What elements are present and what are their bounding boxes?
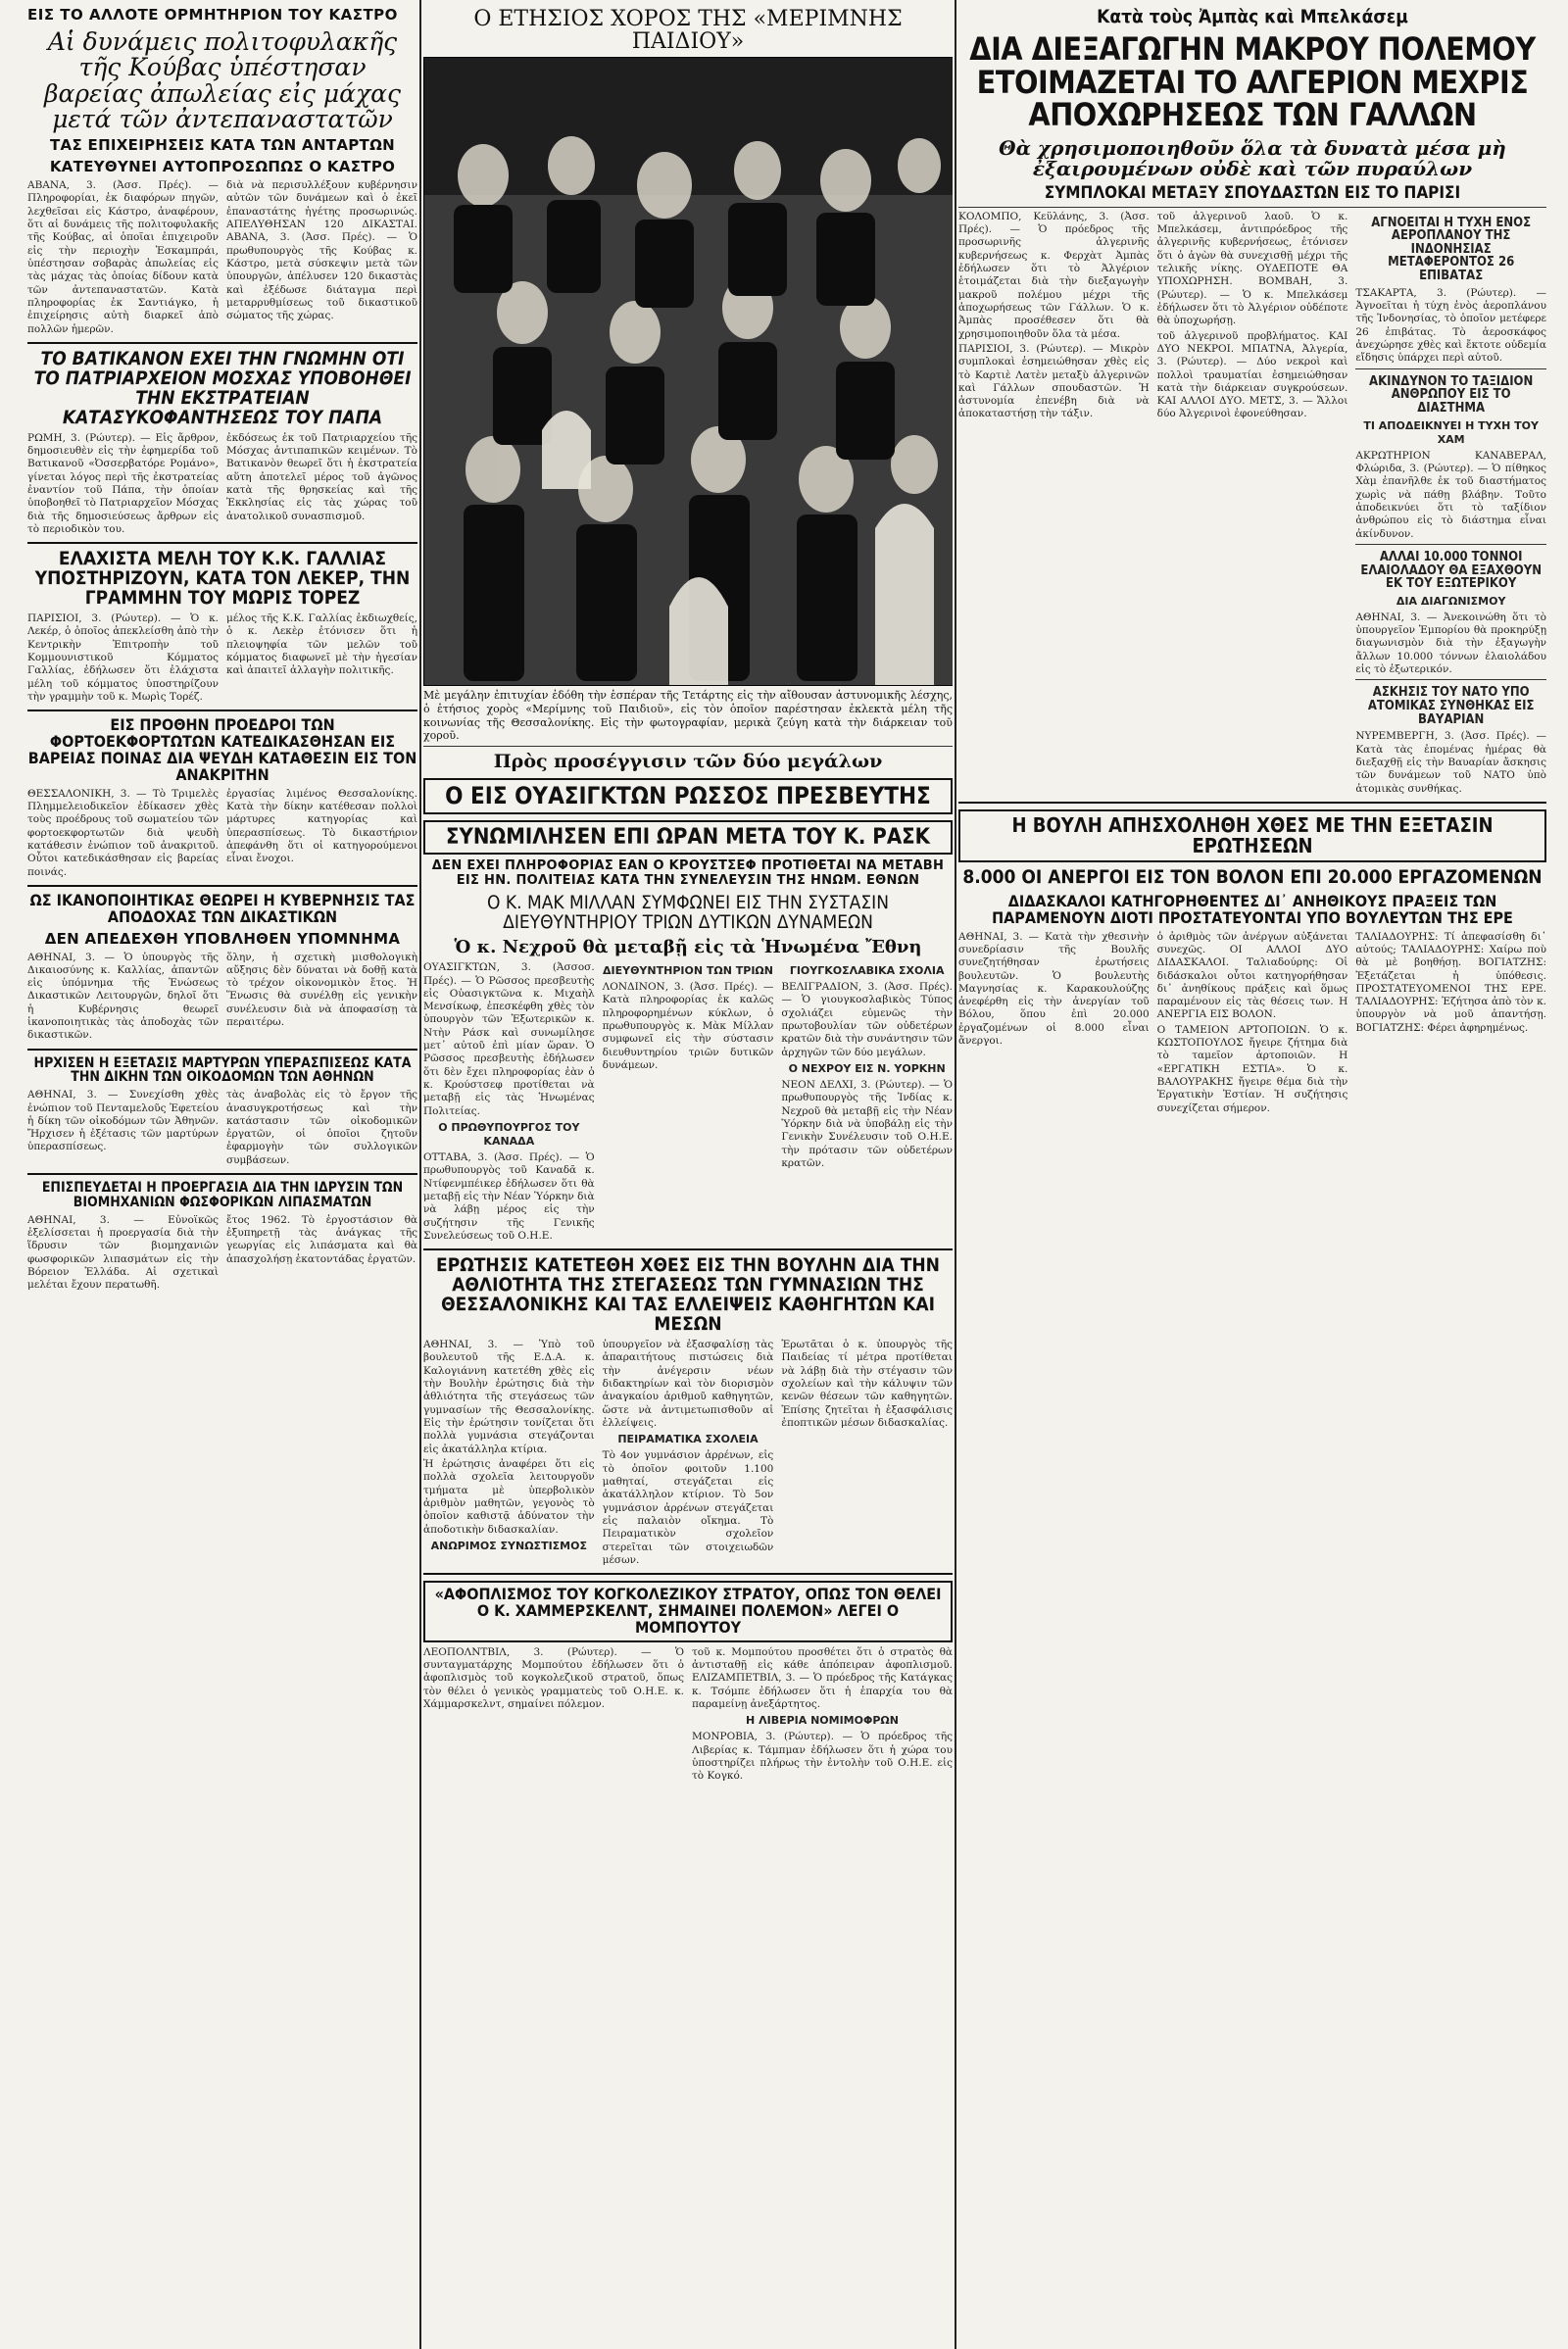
article-body: διὰ νὰ περισυλλέξουν κυβέρνησιν αὐτῶν τῶν δυνάμεων καὶ ὁ ἐκεῖ ἐπαναστάτης ἡγέτης προσωρινώς. ΑΠΕΛΥΘΗΣΑΝ 120 ΔΙΚΑΣΤΑΙ. ΑΒΑΝΑ, 3. (Ἀσσ. Πρές). — Ὁ πρωθυπουργὸς τῆς Κούβας κ. Κάστρο, μετὰ σύσκεψιν μετὰ τῶν ὑπουργῶν, ἀπέλυσεν 120 δικαστὰς καὶ ἐξέδωσε διάταγμα περὶ μεταρρυθμίσεως τοῦ δικαστικοῦ σώματος τῆς χώρας. bbox=[226, 179, 417, 322]
headline-ball: Ο ΕΤΗΣΙΟΣ ΧΟΡΟΣ ΤΗΣ «ΜΕΡΙΜΝΗΣ ΠΑΙΔΙΟΥ» bbox=[473, 7, 903, 55]
article-body: τὰς ἀναβολὰς εἰς τὸ ἔργον τῆς ἀνασυγκροτήσεως καὶ τὴν κατάστασιν τῶν οἰκοδομικῶν ἐργατῶν, οἱ ὁποῖοι ζητοῦν ἐφαρμογὴν τῶν συλλογικῶν συμβάσεων. bbox=[226, 1089, 417, 1166]
headline-nato: ΑΣΚΗΣΙΣ ΤΟΥ ΝΑΤΟ ΥΠΟ ΑΤΟΜΙΚΑΣ ΣΥΝΘΗΚΑΣ ΕΙΣ ΒΑΥΑΡΙΑΝ bbox=[1367, 685, 1535, 727]
subhead: ΔΙΑ ΔΙΑΓΩΝΙΣΜΟΥ bbox=[1396, 594, 1506, 608]
article-body: ΠΑΡΙΣΙΟΙ, 3. (Ρώυτερ). — Μικρὸν συμπλοκαὶ ἐσημειώθησαν χθὲς εἰς τὸ Καρτιὲ Λατὲν μεταξὺ ἀλγερινῶν καὶ Γάλλων σπουδαστῶν. Ἡ ἀστυνομία ἐπενέβη διὰ νὰ ἀποκαταστήσῃ τὴν τάξιν. bbox=[958, 342, 1150, 420]
photo-caption: Μὲ μεγάλην ἐπιτυχίαν ἐδόθη τὴν ἑσπέραν τῆς Τετάρτης εἰς τὴν αἴθουσαν ἀστυνομικῆς λέσχης, ὁ ἐτήσιος χορὸς «Μερίμνης τοῦ Παιδιοῦ», εἰς τὸν ὁποῖον παρέστησαν ἐκλεκτὰ μέλη τῆς κοινωνίας τῆς Θεσσαλονίκης. Εἰς τὴν φωτογραφίαν, μερικὰ ζεύγη κατὰ τὴν διάρκειαν τοῦ χοροῦ. bbox=[423, 689, 953, 743]
article-body: ΑΘΗΝΑΙ, 3. — Συνεχίσθη χθὲς ἐνώπιον τοῦ Πενταμελοῦς Ἐφετείου ἡ δίκη τῶν οἰκοδόμων τῶν Ἀθηνῶν. Ἤρχισεν ἡ ἐξέτασις τῶν μαρτύρων ὑπερασπίσεως. bbox=[27, 1089, 219, 1153]
subhead: ΔΕΝ ΕΧΕΙ ΠΛΗΡΟΦΟΡΙΑΣ ΕΑΝ Ο ΚΡΟΥΣΤΣΕΦ ΠΡΟΤΙΘΕΤΑΙ ΝΑ ΜΕΤΑΒΗ ΕΙΣ ΗΝ. ΠΟΛΙΤΕΙΑΣ ΚΑΤΑ ΤΗΝ ΣΥΝΕΛΕΥΣΙΝ ΤΗΣ ΗΝΩΜ. ΕΘΝΩΝ bbox=[431, 858, 945, 889]
article-body: ΤΣΑΚΑΡΤΑ, 3. (Ρώυτερ). — Ἀγνοεῖται ἡ τύχη ἑνὸς ἀεροπλάνου τῆς Ἰνδονησίας, τὸ ὁποῖον μετέφερε 26 ἐπιβάτας. Τὸ ἀεροσκάφος ἀνεχώρησε χθὲς καὶ ἔκτοτε οὐδεμία εἴδησις ὑπάρχει περὶ αὐτοῦ. bbox=[1355, 286, 1546, 365]
headline-space: ΑΚΙΝΔΥΝΟΝ ΤΟ ΤΑΞΙΔΙΟΝ ΑΝΘΡΩΠΟΥ ΕΙΣ ΤΟ ΔΙΑΣΤΗΜΑ bbox=[1369, 373, 1534, 416]
subheadline-algeria: Θὰ χρησιμοποιηθοῦν ὅλα τὰ δυνατὰ μέσα μὴ ἐξαιρουμένων οὐδὲ καὶ τῶν πυραύλων bbox=[999, 135, 1506, 180]
article-body: ΑΘΗΝΑΙ, 3. — Ὑπὸ τοῦ βουλευτοῦ τῆς Ε.Δ.Α. κ. Καλογιάννη κατετέθη χθὲς εἰς τὴν Βουλὴν ἐρώτησις διὰ τὴν ἀθλιότητα τῆς στεγάσεως τῶν γυμνασίων τῆς Θεσσαλονίκης. Εἰς τὴν ἐρώτησιν τονίζεται ὅτι πολλὰ γυμνάσια στεγάζονται εἰς ἀκατάλληλα κτίρια. bbox=[423, 1339, 595, 1455]
article-body: ΒΕΛΙΓΡΑΔΙΟΝ, 3. (Ἀσσ. Πρές). — Ὁ γιουγκοσλαβικὸς Τύπος σχολιάζει εὐμενῶς τὴν πρωτοβουλίαν τῶν οὐδετέρων κρατῶν διὰ τὴν συνάντησιν τῶν ἀρχηγῶν τῶν δύο μεγάλων. bbox=[781, 981, 953, 1058]
article-body: Ο ΤΑΜΕΙΟΝ ΑΡΤΟΠΟΙΩΝ. Ὁ κ. ΚΩΣΤΟΠΟΥΛΟΣ ἤγειρε ζήτημα διὰ τὸ ταμεῖον ἀρτοποιῶν. Η «ΕΡΓΑΤΙΚΗ ΕΣΤΙΑ». Ὁ κ. ΒΑΛΟΥΡΑΚΗΣ ἤγειρε θέμα διὰ τὴν Ἐργατικὴν Ἑστίαν. Ἡ συζήτησις συνεχίζεται σήμερον. bbox=[1156, 1023, 1348, 1114]
column-right bbox=[958, 0, 1546, 2349]
article-body: ΛΟΝΔΙΝΟΝ, 3. (Ἀσσ. Πρές). — Κατὰ πληροφορίας ἐκ καλῶς πληροφορημένων κύκλων, ὁ πρωθυπουργὸς κ. Μὰκ Μίλλαν συμφωνεῖ εἰς τὴν σύστασιν διευθυντηρίου τριῶν δυτικῶν δυνάμεων. bbox=[602, 981, 774, 1072]
article-body: ΝΥΡΕΜΒΕΡΓΗ, 3. (Ἀσσ. Πρές). — Κατὰ τὰς ἐπομένας ἡμέρας θὰ διεξαχθῇ εἰς τὴν Βαυαρίαν ἄσκησις τῶν δυνάμεων τοῦ ΝΑΤΟ ὑπὸ ἀτομικὰς συνθήκας. bbox=[1355, 730, 1546, 795]
kicker: Κατὰ τοὺς Ἀμπὰς καὶ Μπελκάσεμ bbox=[1097, 6, 1408, 27]
article-body: τοῦ κ. Μομπούτου προσθέτει ὅτι ὁ στρατὸς θὰ ἀντισταθῇ εἰς κάθε ἀπόπειραν ἀφοπλισμοῦ. ΕΛΙΖΑΜΠΕΤΒΙΛ, 3. — Ὁ πρόεδρος τῆς Κατάγκας κ. Τσόμπε ἐδήλωσεν ὅτι ἡ ἐπαρχία του θὰ παραμείνῃ ἀνεξάρτητος. bbox=[692, 1645, 953, 1711]
subhead: Ο ΠΡΩΘΥΠΟΥΡΓΟΣ ΤΟΥ ΚΑΝΑΔΑ bbox=[438, 1121, 580, 1149]
article-body: Τὸ 4ον γυμνάσιον ἀρρένων, εἰς τὸ ὁποῖον φοιτοῦν 1.100 μαθηταί, στεγάζεται εἰς ἀκατάλληλον κτίριον. Τὸ 5ον γυμνάσιον ἀρρένων στεγάζεται εἰς παλαιὸν οἴκημα. Τὸ Πειραματικὸν σχολεῖον στερεῖται τῶν στοιχειωδῶν μέσων. bbox=[602, 1449, 774, 1566]
article-body: ΛΕΟΠΟΛΝΤΒΙΛ, 3. (Ρώυτερ). — Ὁ συνταγματάρχης Μομπούτου ἐδήλωσεν ὅτι ὁ ἀφοπλισμὸς τοῦ κογκολεζικοῦ στρατοῦ, ὅπως τὸν θέλει ὁ γενικὸς γραμματεὺς τοῦ Ο.Η.Ε. κ. Χάμμαρσκελντ, σημαίνει πόλεμον. bbox=[423, 1645, 684, 1711]
column-rule bbox=[955, 0, 956, 2349]
article-body: ΑΘΗΝΑΙ, 3. — Εὐνοϊκῶς ἐξελίσσεται ἡ προεργασία διὰ τὴν ἵδρυσιν τῶν βιομηχανιῶν φωσφορικῶν λιπασμάτων εἰς τὴν Βόρειον Ἑλλάδα. Αἱ σχετικαὶ μελέται ἔχουν περατωθῆ. bbox=[27, 1213, 219, 1292]
headline-dockworkers: ΕΙΣ ΠΡΟΘΗΝ ΠΡΟΕΔΡΟΙ ΤΩΝ ΦΟΡΤΟΕΚΦΟΡΤΩΤΩΝ ΚΑΤΕΔΙΚΑΣΘΗΣΑΝ ΕΙΣ ΒΑΡΕΙΑΣ ΠΟΙΝΑΣ ΔΙΑ ΨΕΥΔΗ ΚΑΤΑΘΕΣΙΝ ΕΙΣ ΤΟΝ ΑΝΑΚΡΙΤΗΝ bbox=[27, 715, 417, 784]
article-body: Ἐρωτᾶται ὁ κ. ὑπουργὸς τῆς Παιδείας τί μέτρα προτίθεται νὰ λάβῃ διὰ τὴν στέγασιν τῶν σχολείων καὶ τὴν κάλυψιν τῶν κενῶν θέσεων τῶν καθηγητῶν. Ἐπίσης ζητεῖται ἡ ἐξασφάλισις ἐποπτικῶν μέσων διδασκαλίας. bbox=[781, 1339, 953, 1430]
headline-vatican: ΤΟ ΒΑΤΙΚΑΝΟΝ ΕΧΕΙ ΤΗΝ ΓΝΩΜΗΝ ΟΤΙ ΤΟ ΠΑΤΡΙΑΡΧΕΙΟΝ ΜΟΣΧΑΣ ΥΠΟΒΟΗΘΕΙ ΤΗΝ ΕΚΣΤΡΑΤΕΙΑΝ ΚΑΤΑΣΥΚΟΦΑΝΤΗΣΕΩΣ ΤΟΥ ΠΑΠΑ bbox=[33, 347, 412, 428]
article-body: Ἡ ἐρώτησις ἀναφέρει ὅτι εἰς πολλὰ σχολεῖα λειτουργοῦν τμήματα μὲ ὑπερβολικὸν ἀριθμὸν μαθητῶν, γεγονὸς τὸ ὁποῖον καθιστᾷ ἀδύνατον τὴν ἀποδοτικὴν διδασκαλίαν. bbox=[423, 1458, 595, 1536]
kicker: ΕΙΣ ΤΟ ΑΛΛΟΤΕ ΟΡΜΗΤΗΡΙΟΝ ΤΟΥ ΚΑΣΤΡΟ bbox=[27, 6, 398, 24]
article-body: ἐργασίας λιμένος Θεσσαλονίκης. Κατὰ τὴν δίκην κατέθεσαν πολλοὶ μάρτυρες κατηγορίας καὶ ὑπερασπίσεως. Τὸ δικαστήριον ἀπεφάνθη ὅτι οἱ κατηγορούμενοι εἶναι ἔνοχοι. bbox=[226, 787, 417, 865]
article-body: ΑΚΡΩΤΗΡΙΟΝ ΚΑΝΑΒΕΡΑΛ, Φλώριδα, 3. (Ρώυτερ). — Ὁ πίθηκος Χὰμ ἐπανῆλθε ἐκ τοῦ διαστήματος χωρὶς νὰ πάθῃ βλάβην. Τοῦτο ἀποδεικνύει ὅτι τὸ ταξίδιον ἀνθρώπου εἰς τὸ διάστημα εἶναι ἀκίνδυνον. bbox=[1355, 449, 1546, 540]
kicker: Πρὸς προσέγγισιν τῶν δύο μεγάλων bbox=[493, 751, 883, 773]
photo-image bbox=[424, 58, 953, 685]
article-body: ΑΘΗΝΑΙ, 3. — Ἀνεκοινώθη ὅτι τὸ ὑπουργεῖον Ἐμπορίου θὰ προκηρύξῃ διαγωνισμὸν διὰ τὴν ἐξαγωγὴν ἄλλων 10.000 τόννων ἐλαιολάδου εἰς τὸ ἐξωτερικόν. bbox=[1355, 611, 1546, 676]
headline-gymnasia: ΕΡΩΤΗΣΙΣ ΚΑΤΕΤΕΘΗ ΧΘΕΣ ΕΙΣ ΤΗΝ ΒΟΥΛΗΝ ΔΙΑ ΤΗΝ ΑΘΛΙΟΤΗΤΑ ΤΗΣ ΣΤΕΓΑΣΕΩΣ ΤΩΝ ΓΥΜΝΑΣΙΩΝ ΤΗΣ ΘΕΣΣΑΛΟΝΙΚΗΣ ΚΑΙ ΤΑΣ ΕΛΛΕΙΨΕΙΣ ΚΑΘΗΓΗΤΩΝ ΚΑΙ ΜΕΣΩΝ bbox=[436, 1254, 940, 1336]
article-body: ΟΤΤΑΒΑ, 3. (Ἀσσ. Πρές). — Ὁ πρωθυπουργὸς τοῦ Καναδᾶ κ. Ντίφενμπέικερ ἐδήλωσεν ὅτι θὰ μεταβῇ εἰς τὴν Νέαν Ὑόρκην διὰ νὰ λάβῃ μέρος εἰς τὴν συζήτησιν τῆς Γενικῆς Συνελεύσεως τοῦ Ο.Η.Ε. bbox=[423, 1151, 595, 1243]
subhead: ΠΕΙΡΑΜΑΤΙΚΑ ΣΧΟΛΕΙΑ bbox=[617, 1433, 759, 1446]
headline-trial: ΗΡΧΙΣΕΝ Η ΕΞΕΤΑΣΙΣ ΜΑΡΤΥΡΩΝ ΥΠΕΡΑΣΠΙΣΕΩΣ ΚΑΤΑ ΤΗΝ ΔΙΚΗΝ ΤΩΝ ΟΙΚΟΔΟΜΩΝ ΤΩΝ ΑΘΗΝΩΝ bbox=[33, 1054, 412, 1086]
subhead: Η ΛΙΒΕΡΙΑ ΝΟΜΙΜΟΦΡΩΝ bbox=[746, 1714, 899, 1728]
headline-parliament: Η ΒΟΥΛΗ ΑΠΗΣΧΟΛΗΘΗ ΧΘΕΣ ΜΕ ΤΗΝ ΕΞΕΤΑΣΙΝ ΕΡΩΤΗΣΕΩΝ bbox=[958, 809, 1546, 862]
subhead-teachers: ΔΙΔΑΣΚΑΛΟΙ ΚΑΤΗΓΟΡΗΘΕΝΤΕΣ ΔΙ᾽ ΑΝΗΘΙΚΟΥΣ ΠΡΑΞΕΙΣ ΤΩΝ ΠΑΡΑΜΕΝΟΥΝ ΔΙΟΤΙ ΠΡΟΣΤΑΤΕΥΟΝΤΑΙ ΥΠΟ ΒΟΥΛΕΥΤΩΝ ΤΗΣ ΕΡΕ bbox=[992, 891, 1513, 927]
article-body: ΟΥΑΣΙΓΚΤΩΝ, 3. (Ἀσσοσ. Πρές). — Ὁ Ρῶσσος πρεσβευτὴς εἰς Οὐασιγκτῶνα κ. Μιχαὴλ Μενσίκωφ, ἐπεσκέφθη χθὲς τὸν ὑπουργὸν τῶν Ἐξωτερικῶν κ. Ντὴν Ράσκ καὶ συνωμίλησε μετ᾽ αὐτοῦ ἐπὶ μίαν ὥραν. Ὁ Ρῶσσος πρεσβευτὴς ἐδήλωσεν ὅτι δὲν ἔχει πληροφορίας ἐὰν ὁ κ. Κρούστσεφ προτίθεται νὰ μεταβῇ εἰς τὰς Ἡνωμένας Πολιτείας. bbox=[423, 961, 595, 1117]
headline-judges: ΩΣ ΙΚΑΝΟΠΟΙΗΤΙΚΑΣ ΘΕΩΡΕΙ Η ΚΥΒΕΡΝΗΣΙΣ ΤΑΣ ΑΠΟΔΟΧΑΣ ΤΩΝ ΔΙΚΑΣΤΙΚΩΝ bbox=[29, 890, 416, 926]
article-body: ΜΟΝΡΟΒΙΑ, 3. (Ρώυτερ). — Ὁ πρόεδρος τῆς Λιβερίας κ. Τάμπμαν ἐδήλωσεν ὅτι ἡ χώρα του ὑποστηρίζει πλήρως τὴν ἐντολὴν τοῦ Ο.Η.Ε. εἰς τὸ Κογκό. bbox=[692, 1731, 953, 1783]
headline-cuba: Αἱ δυνάμεις πολιτοφυλακῆς τῆς Κούβας ὑπέστησαν βαρείας ἀπωλείας εἰς μάχας μετά τῶν ἀντεπαναστατῶν bbox=[43, 27, 401, 133]
article-body: ΠΑΡΙΣΙΟΙ, 3. (Ρώυτερ). — Ὁ κ. Λεκέρ, ὁ ὁποῖος ἀπεκλείσθη ἀπὸ τὴν Κεντρικὴν Ἐπιτροπὴν τοῦ Κομμουνιστικοῦ Κόμματος Γαλλίας, ἐδήλωσεν ὅτι ἐλάχιστα μέλη τοῦ κόμματος ὑποστηρίζουν τὴν γραμμὴν τοῦ κ. Μωρὶς Τορέζ. bbox=[27, 612, 219, 704]
headline-plane: ΑΓΝΟΕΙΤΑΙ Η ΤΥΧΗ ΕΝΟΣ ΑΕΡΟΠΛΑΝΟΥ ΤΗΣ ΙΝΔΟΝΗΣΙΑΣ ΜΕΤΑΦΕΡΟΝΤΟΣ 26 ΕΠΙΒΑΤΑΣ bbox=[1371, 215, 1532, 284]
subhead: ΚΑΤΕΥΘΥΝΕΙ ΑΥΤΟΠΡΟΣΩΠΩΣ Ο ΚΑΣΤΡΟ bbox=[49, 158, 396, 175]
article-body: ἐκδόσεως ἐκ τοῦ Πατριαρχείου τῆς Μόσχας ἀντιπαπικῶν κειμένων. Τὸ Βατικανὸν θεωρεῖ ὅτι ἡ ἐκστρατεία αὕτη ἀποτελεῖ μέρος τοῦ ἀγῶνος κατὰ τῆς θρησκείας καὶ τῆς Ἐκκλησίας εἰς τὰς χώρας τοῦ ἀνατολικοῦ συνασπισμοῦ. bbox=[226, 431, 417, 522]
headline-communist-party: ΕΛΑΧΙΣΤΑ ΜΕΛΗ ΤΟΥ Κ.Κ. ΓΑΛΛΙΑΣ ΥΠΟΣΤΗΡΙΖΟΥΝ, ΚΑΤΑ ΤΟΝ ΛΕΚΕΡ, ΤΗΝ ΓΡΑΜΜΗΝ ΤΟΥ ΜΩΡΙΣ ΤΟΡΕΖ bbox=[34, 548, 411, 610]
ball-photo bbox=[423, 57, 953, 686]
headline-macmillan: Ο Κ. ΜΑΚ ΜΙΛΛΑΝ ΣΥΜΦΩΝΕΙ ΕΙΣ ΤΗΝ ΣΥΣΤΑΣΙΝ ΔΙΕΥΘΥΝΤΗΡΙΟΥ ΤΡΙΩΝ ΔΥΤΙΚΩΝ ΔΥΝΑΜΕΩΝ bbox=[487, 892, 889, 934]
article-body: τοῦ ἀλγερινοῦ λαοῦ. Ὁ κ. Μπελκάσεμ, ἀντιπρόεδρος τῆς ἀλγερινῆς κυβερνήσεως, ἐτόνισεν ὅτι ὁ ἀγὼν θὰ συνεχισθῇ μέχρι τῆς τελικῆς νίκης. ΟΥΔΕΠΟΤΕ ΘΑ ΥΠΟΧΩΡΗΣΗ. ΒΟΜΒΑΗ, 3. (Ρώυτερ). — Ὁ κ. Μπελκάσεμ ἐδήλωσεν ὅτι τὸ Ἀλγέριον οὐδέποτε θὰ ὑποχωρήσῃ. bbox=[1156, 210, 1348, 327]
subhead: ΤΙ ΑΠΟΔΕΙΚΝΥΕΙ Η ΤΥΧΗ ΤΟΥ ΧΑΜ bbox=[1363, 418, 1539, 446]
subhead: ΑΝΩΡΙΜΟΣ ΣΥΝΩΣΤΙΣΜΟΣ bbox=[430, 1540, 587, 1553]
subhead-volos: 8.000 ΟΙ ΑΝΕΡΓΟΙ ΕΙΣ ΤΟΝ ΒΟΛΟΝ ΕΠΙ 20.000 ΕΡΓΑΖΟΜΕΝΩΝ bbox=[962, 865, 1543, 888]
article-body: ΑΘΗΝΑΙ, 3. — Ὁ ὑπουργὸς τῆς Δικαιοσύνης κ. Καλλίας, ἀπαντῶν εἰς ὑπόμνημα τῆς Ἑνώσεως Δικαστικῶν Λειτουργῶν, δηλοῖ ὅτι ἡ Κυβέρνησις θεωρεῖ ἱκανοποιητικὰς τὰς ἀποδοχὰς τῶν δικαστικῶν. bbox=[27, 951, 219, 1042]
article-body: ὁ ἀριθμὸς τῶν ἀνέργων αὐξάνεται συνεχῶς. ΟΙ ΑΛΛΟΙ ΔΥΟ ΔΙΔΑΣΚΑΛΟΙ. Ταλιαδούρης: Οἱ διδάσκαλοι οὗτοι κατηγορήθησαν δι᾽ ἀνηθίκους πράξεις καὶ ὅμως παραμένουν εἰς τὰς θέσεις των. Η ΑΝΕΡΓΙΑ ΕΙΣ ΒΟΛΟΝ. bbox=[1156, 930, 1348, 1021]
article-body: ὑπουργεῖον νὰ ἐξασφαλίσῃ τὰς ἀπαραιτήτους πιστώσεις διὰ τὴν ἀνέγερσιν νέων διδακτηρίων καὶ τὸν διορισμὸν ἀναγκαίου ἀριθμοῦ καθηγητῶν, ὥστε νὰ ἀντιμετωπισθοῦν αἱ ἐλλείψεις. bbox=[602, 1339, 774, 1430]
article-body: ἔτος 1962. Τὸ ἐργοστάσιον θὰ ἐξυπηρετῇ τὰς ἀνάγκας τῆς γεωργίας εἰς λιπάσματα καὶ θὰ ἀπασχολήσῃ ἑκατοντάδας ἐργατῶν. bbox=[226, 1213, 417, 1265]
subhead: ΤΑΣ ΕΠΙΧΕΙΡΗΣΕΙΣ ΚΑΤΑ ΤΩΝ ΑΝΤΑΡΤΩΝ bbox=[50, 136, 395, 154]
article-body: ὅλην, ἡ σχετικὴ μισθολογικὴ αὔξησις δὲν δύναται νὰ δοθῇ κατὰ τὸ τρέχον οἰκονομικὸν ἔτος. Ἡ Ἕνωσις θὰ συνέλθῃ εἰς γενικὴν συνέλευσιν διὰ νὰ ἀποφασίσῃ τὰ περαιτέρω. bbox=[226, 951, 417, 1029]
article-body: ΝΕΟΝ ΔΕΛΧΙ, 3. (Ρώυτερ). — Ὁ πρωθυπουργὸς τῆς Ἰνδίας κ. Νεχροῦ θὰ μεταβῇ εἰς τὴν Νέαν Ὑόρκην διὰ νὰ ὑποβάλῃ εἰς τὴν Γενικὴν Συνέλευσιν τοῦ Ο.Η.Ε. τὴν πρότασιν τῶν οὐδετέρων κρατῶν. bbox=[781, 1079, 953, 1170]
headline-algeria: ΔΙΑ ΔΙΕΞΑΓΩΓΗΝ ΜΑΚΡΟΥ ΠΟΛΕΜΟΥ ΕΤΟΙΜΑΖΕΤΑΙ ΤΟ ΑΛΓΕΡΙΟΝ ΜΕΧΡΙΣ ΑΠΟΧΩΡΗΣΕΩΣ ΤΩΝ ΓΑΛΛΩΝ bbox=[969, 29, 1536, 134]
subhead: ΔΙΕΥΘΥΝΤΗΡΙΟΝ ΤΩΝ ΤΡΙΩΝ bbox=[603, 964, 773, 978]
subhead: ΔΕΝ ΑΠΕΔΕΧΘΗ ΥΠΟΒΛΗΘΕΝ ΥΠΟΜΝΗΜΑ bbox=[44, 929, 401, 948]
article-body: μέλος τῆς Κ.Κ. Γαλλίας ἐκδιωχθείς, ὁ κ. Λεκὲρ ἐτόνισεν ὅτι ἡ πλειοψηφία τῶν μελῶν τοῦ κόμματος διαφωνεῖ μὲ τὴν ἡγεσίαν καὶ ἀπαιτεῖ ἀλλαγὴν πολιτικῆς. bbox=[226, 612, 417, 677]
headline-congo: «ΑΦΟΠΛΙΣΜΟΣ ΤΟΥ ΚΟΓΚΟΛΕΖΙΚΟΥ ΣΤΡΑΤΟΥ, ΟΠΩΣ ΤΟΝ ΘΕΛΕΙ Ο Κ. ΧΑΜΜΕΡΣΚΕΛΝΤ, ΣΗΜΑΙΝΕΙ ΠΟΛΕΜΟΝ» ΛΕΓΕΙ Ο ΜΟΜΠΟΥΤΟΥ bbox=[423, 1581, 953, 1641]
headline-olive-oil: ΑΛΛΑΙ 10.000 ΤΟΝΝΟΙ ΕΛΑΙΟΛΑΔΟΥ ΘΑ ΕΞΑΧΘΟΥΝ ΕΚ ΤΟΥ ΕΞΩΤΕΡΙΚΟΥ bbox=[1360, 549, 1542, 592]
subhead-paris: ΣΥΜΠΛΟΚΑΙ ΜΕΤΑΞΥ ΣΠΟΥΔΑΣΤΩΝ ΕΙΣ ΤΟ ΠΑΡΙΣΙ bbox=[1044, 182, 1461, 203]
headline-fertilizers: ΕΠΙΣΠΕΥΔΕΤΑΙ Η ΠΡΟΕΡΓΑΣΙΑ ΔΙΑ ΤΗΝ ΙΔΡΥΣΙΝ ΤΩΝ ΒΙΟΜΗΧΑΝΙΩΝ ΦΩΣΦΟΡΙΚΩΝ ΛΙΠΑΣΜΑΤΩΝ bbox=[41, 1180, 404, 1210]
article-body: ΑΒΑΝΑ, 3. (Ἀσσ. Πρές). — Πληροφορίαι, ἐκ διαφόρων πηγῶν, λεχθεῖσαι εἰς Κάστρο, ἀναφέρουν, ὅτι αἱ δυνάμεις τῆς πολιτοφυλακῆς τῆς Κούβας, αἱ ὁποῖαι ἐπιχειροῦν εἰς τὴν περιοχὴν Ἐσκαμπράι, ὑπέστησαν σοβαρὰς ἀπωλείας εἰς τὰς μάχας τὰς ὁποίας δίδουν κατὰ τῶν ἀντεπαναστατῶν. Κατὰ πληροφορίας ἐκ Σαντιάγκο, ἡ ἐπιχείρησις αὐτὴ διαρκεῖ ἀπὸ πολλῶν ἡμερῶν. bbox=[27, 179, 219, 335]
subhead: Ο ΝΕΧΡΟΥ ΕΙΣ Ν. ΥΟΡΚΗΝ bbox=[788, 1062, 946, 1076]
article-body: ΚΟΛΟΜΠΟ, Κεϋλάνης, 3. (Ἀσσ. Πρές). — Ὁ πρόεδρος τῆς προσωρινῆς ἀλγερινῆς κυβερνήσεως κ. Φερχὰτ Ἀμπὰς ἐδήλωσεν ὅτι τὸ Ἀλγέριον ἑτοιμάζεται διὰ τὴν διεξαγωγὴν μακροῦ πολέμου μέχρι τῆς ἀποχωρήσεως τῶν Γάλλων. Ὁ κ. Ἀμπὰς προσέθεσεν ὅτι θὰ χρησιμοποιηθοῦν ὅλα τὰ μέσα. bbox=[958, 210, 1150, 340]
column-left bbox=[27, 0, 417, 2349]
article-body: τοῦ ἀλγερινοῦ προβλήματος. ΚΑΙ ΔΥΟ ΝΕΚΡΟΙ. ΜΠΑΤΝΑ, Ἀλγερία, 3. (Ρώυτερ). — Δύο νεκροὶ καὶ πολλοὶ τραυματίαι ἐσημειώθησαν κατὰ τὴν διάρκειαν συγκρούσεων. ΚΑΙ ΑΛΛΟΙ ΔΥΟ. ΜΕΤΣ, 3. — Ἄλλοι δύο Ἀλγερινοὶ ἐφονεύθησαν. bbox=[1156, 329, 1348, 420]
column-middle bbox=[423, 0, 953, 2349]
headline-ambassador: Ο ΕΙΣ ΟΥΑΣΙΓΚΤΩΝ ΡΩΣΣΟΣ ΠΡΕΣΒΕΥΤΗΣ bbox=[423, 778, 953, 814]
subhead: ΓΙΟΥΓΚΟΣΛΑΒΙΚΑ ΣΧΟΛΙΑ bbox=[789, 964, 945, 978]
article-body: ΡΩΜΗ, 3. (Ρώυτερ). — Εἰς ἄρθρον, δημοσιευθὲν εἰς τὴν ἐφημερίδα τοῦ Βατικανοῦ «Ὀσσερβατόρε Ρομάνο», γίνεται λόγος περὶ τῆς ἐκστρατείας ἐναντίον τοῦ Πάπα, τὴν ὁποίαν ὑποβοηθεῖ τὸ Πατριαρχεῖον Μόσχας διὰ τῆς δημοσιεύσεως ἄρθρων εἰς τὸ περιοδικὸν του. bbox=[27, 431, 219, 535]
article-body: ΘΕΣΣΑΛΟΝΙΚΗ, 3. — Τὸ Τριμελὲς Πλημμελειοδικεῖον ἐδίκασεν χθὲς τοὺς προέδρους τοῦ σωματείου τῶν φορτοεκφορτωτῶν διὰ ψευδὴ κατάθεσιν ἐνώπιον τοῦ ἀνακριτοῦ. Οὗτοι κατεδικάσθησαν εἰς βαρείας ποινάς. bbox=[27, 787, 219, 878]
article-body: ΑΘΗΝΑΙ, 3. — Κατὰ τὴν χθεσινὴν συνεδρίασιν τῆς Βουλῆς συνεζητήθησαν ἐρωτήσεις βουλευτῶν. Ὁ βουλευτὴς Μαγνησίας κ. Καρακουλούζης ἀνεφέρθη εἰς τὴν ἀνεργίαν τοῦ Βόλου, ὅπου ἐπὶ 20.000 ἐργαζομένων οἱ 8.000 εἶναι ἄνεργοι. bbox=[958, 930, 1150, 1048]
column-rule bbox=[419, 0, 421, 2349]
headline-rusk: ΣΥΝΩΜΙΛΗΣΕΝ ΕΠΙ ΩΡΑΝ ΜΕΤΑ ΤΟΥ Κ. ΡΑΣΚ bbox=[423, 820, 953, 855]
headline-nehru: Ὁ κ. Νεχροῦ θὰ μεταβῇ εἰς τὰ Ἡνωμένα Ἔθνη bbox=[454, 937, 922, 958]
article-body: ΤΑΛΙΑΔΟΥΡΗΣ: Τί ἀπεφασίσθη δι᾽ αὐτούς; ΤΑΛΙΑΔΟΥΡΗΣ: Χαίρω ποὺ θὰ μὲ βοηθήσῃ. ΒΟΓΙΑΤΖΗΣ: Ἐξετάζεται ἡ ὑπόθεσις. ΠΡΟΣΤΑΤΕΥΟΜΕΝΟΙ ΤΗΣ ΕΡΕ. ΤΑΛΙΑΔΟΥΡΗΣ: Ἐζήτησα ἀπὸ τὸν κ. ὑπουργὸν νὰ μοῦ ἀπαντήσῃ. ΒΟΓΙΑΤΖΗΣ: Φέρει ἀφηρημένως. bbox=[1355, 930, 1546, 1034]
